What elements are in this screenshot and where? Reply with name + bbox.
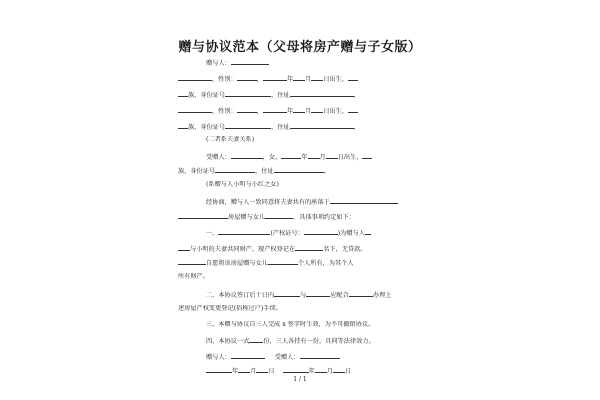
- donee-relation-note: (系赠与人小明与小红之女): [206, 181, 279, 188]
- clause1-gift-line: 自愿将该房屋赠与女儿 个人所有，为其个人: [178, 258, 428, 268]
- donee-id-line: 族，身份证号 ，住址 。: [178, 168, 330, 175]
- document-title: 赠与协议范本（父母将房产赠与子女版）: [178, 40, 422, 55]
- page-number: 1 / 1: [293, 376, 307, 383]
- agreement-intro-line: 经协商，赠与人一致同意将夫妻共有的座落于: [206, 197, 456, 207]
- donor2-info-line: ，性别： ， 年 月 日出生，: [178, 106, 428, 116]
- clause1-property-line: 与小明的夫妻共同财产，现产权登记在 名下，无贷款。: [178, 244, 428, 254]
- date-line: 年 月 日 年 月 日: [206, 366, 456, 376]
- donor2-id-line: 族，身份证号 ，住址 ，: [178, 122, 428, 132]
- donee-info-line: 受赠人： ，女， 年 月 日出生，: [206, 152, 456, 162]
- clause4-line: 四、本协议一式 份，三人各持有一份，具同等法律效力。: [206, 338, 375, 345]
- signature-line: 赠与人： 受赠人：: [206, 352, 456, 362]
- donor-label-line: 赠与人：: [206, 58, 456, 68]
- clause2-end: 述房屋产权变更登记(俗称过户)手续。: [178, 305, 282, 312]
- clause2-line: 二、本协议签订后十日内 与 应配合 办理上: [206, 292, 392, 299]
- donor1-info-line: ，性别： ， 年 月 日出生，: [178, 74, 428, 84]
- donor1-id-line: 族，身份证号 ，住址 ，: [178, 90, 428, 100]
- clause1-end: 所有财产。: [178, 273, 209, 280]
- relation-note: (二者系夫妻关系): [206, 136, 255, 143]
- clause1-line: 一、 (产权证号： )为赠与人: [206, 228, 456, 238]
- house-gift-line: 房屋赠与女儿 。具体事项约定如下：: [178, 212, 428, 222]
- clause3-line: 三、本赠与协议自三人完成 x 签字时生效，为不可撤销协议。: [206, 321, 375, 328]
